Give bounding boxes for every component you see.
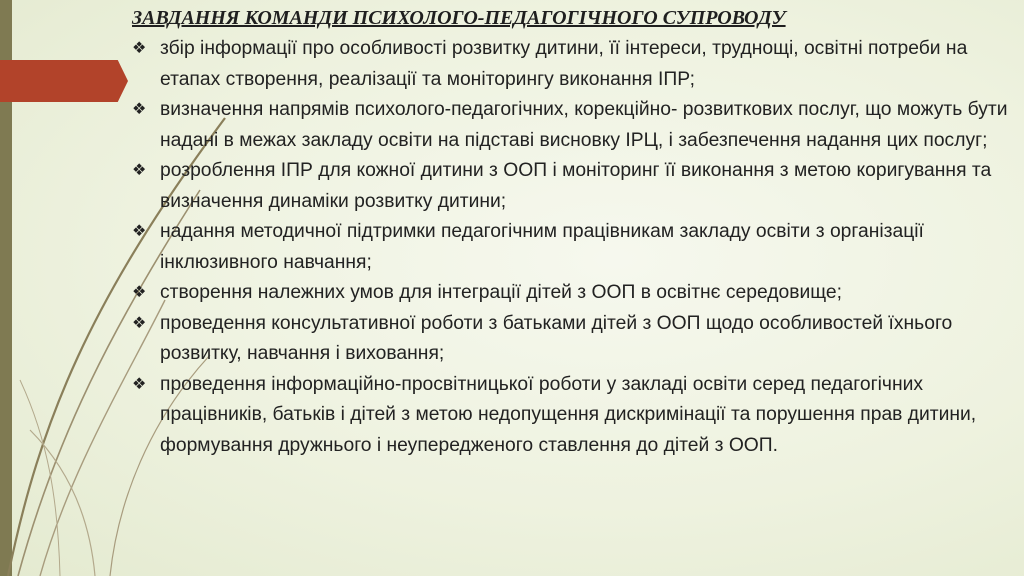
- diamond-bullet-icon: ❖: [132, 40, 147, 57]
- list-item-text: проведення консультативної роботи з батьками дітей з ООП щодо особливостей їхнього розвитку, навчання і виховання;: [160, 312, 953, 364]
- list-item: [132, 309, 1012, 370]
- list-item: [132, 370, 1012, 462]
- slide-content: [132, 4, 1012, 461]
- list-item: [132, 34, 1012, 95]
- list-item-text: надання методичної підтримки педагогічним працівникам закладу освіти з організації інклюзивного навчання;: [160, 221, 924, 273]
- list-item: [132, 278, 1012, 309]
- accent-arrow-bar: [0, 60, 128, 102]
- list-item: [132, 156, 1012, 217]
- diamond-bullet-icon: ❖: [132, 101, 147, 118]
- list-item: [132, 95, 1012, 156]
- diamond-bullet-icon: ❖: [132, 314, 147, 332]
- list-item-text: проведення інформаційно-просвітницької роботи у закладі освіти серед педагогічних працівників, батьків і дітей з метою недопущення дискримінації та порушення прав дитини, формування дружнього і неупередженого ставлення до дітей з ООП.: [160, 373, 977, 456]
- diamond-bullet-icon: ❖: [132, 284, 147, 301]
- task-list: [132, 34, 1012, 461]
- list-item-text: збір інформації про особливості розвитку дитини, її інтереси, труднощі, освітні потреби на етапах створення, реалізації та моніторингу виконання ІПР;: [160, 38, 968, 90]
- list-item-text: створення належних умов для інтеграції дітей з ООП в освітнє середовище;: [160, 282, 842, 303]
- list-item: [132, 217, 1012, 278]
- list-item-text: розроблення ІПР для кожної дитини з ООП і моніторинг її виконання з метою коригування та визначення динаміки розвитку дитини;: [160, 160, 992, 212]
- diamond-bullet-icon: ❖: [132, 375, 147, 393]
- list-item-text: визначення напрямів психолого-педагогічних, корекційно- розвиткових послуг, що можуть бути надані в межах закладу освіти на підставі висновку ІРЦ, і забезпечення надання цих послуг;: [160, 99, 1008, 151]
- slide-title: ЗАВДАННЯ КОМАНДИ ПСИХОЛОГО-ПЕДАГОГІЧНОГО СУПРОВОДУ: [132, 7, 786, 29]
- diamond-bullet-icon: ❖: [132, 162, 147, 179]
- diamond-bullet-icon: ❖: [132, 223, 147, 240]
